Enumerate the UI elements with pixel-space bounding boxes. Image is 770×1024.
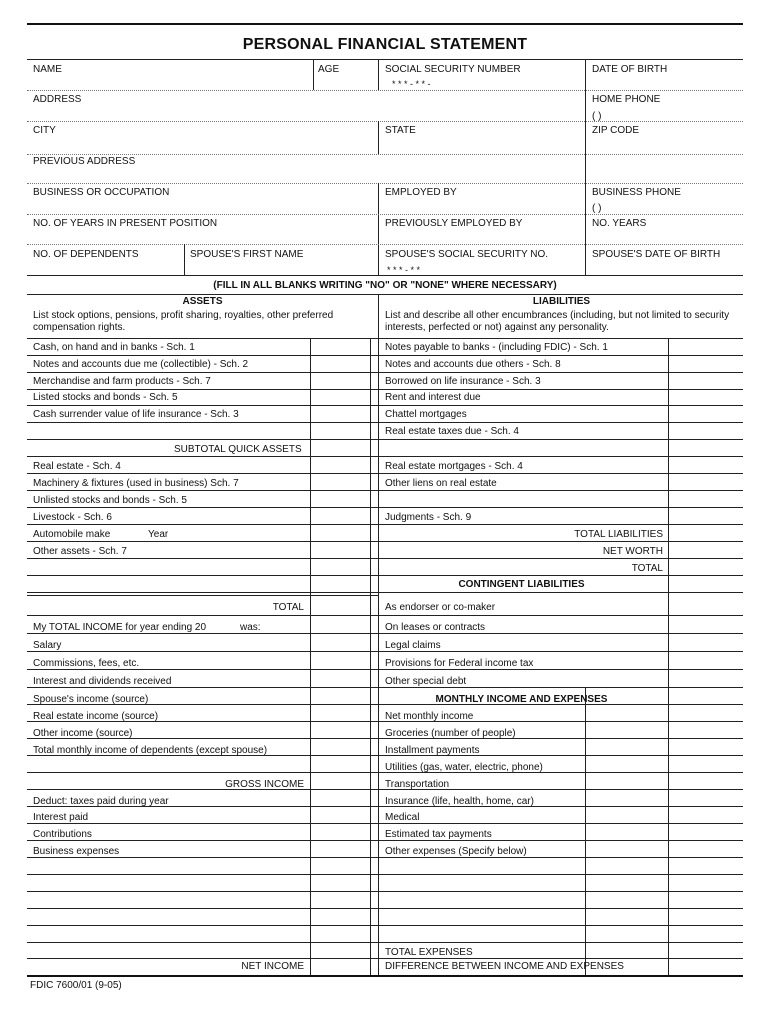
grid-row-line: [27, 405, 743, 406]
grid-row-line: [27, 891, 743, 892]
asset-row: Real estate - Sch. 4: [33, 461, 121, 472]
employed-by-field[interactable]: EMPLOYED BY: [385, 187, 457, 198]
asset-row: Machinery & fixtures (used in business) Sch. 7: [33, 478, 239, 489]
row-line: [27, 275, 743, 276]
row-line: [27, 294, 743, 295]
contingent-row: As endorser or co-maker: [385, 602, 496, 613]
monthly-row: Net monthly income: [385, 711, 474, 722]
grid-row-line: [27, 874, 743, 875]
monthly-amount-column: [668, 687, 669, 975]
liability-row: Real estate taxes due - Sch. 4: [385, 426, 519, 437]
grid-row-line: [27, 490, 743, 491]
income-row: Commissions, fees, etc.: [33, 658, 140, 669]
grid-row-line: [27, 541, 743, 542]
contingent-amount-column: [668, 592, 669, 687]
contingent-row: Legal claims: [385, 640, 441, 651]
name-field[interactable]: NAME: [33, 64, 62, 75]
deduction-row: Deduct: taxes paid during year: [33, 796, 169, 807]
age-field[interactable]: AGE: [318, 64, 340, 75]
asset-amount-column: [310, 338, 311, 620]
income-amount-column: [310, 615, 311, 975]
row-line: [27, 214, 743, 215]
monthly-row: Other expenses (Specify below): [385, 846, 527, 857]
grid-row-line: [27, 595, 378, 596]
year-label: Year: [148, 529, 169, 540]
income-row: Other income (source): [33, 728, 133, 739]
business-phone-field[interactable]: BUSINESS PHONE: [592, 187, 681, 198]
grid-row-line: [27, 389, 743, 390]
asset-row: Livestock - Sch. 6: [33, 512, 112, 523]
liability-row: Judgments - Sch. 9: [385, 512, 472, 523]
home-phone-paren: ( ): [592, 111, 602, 122]
liabilities-heading: LIABILITIES: [532, 296, 591, 307]
address-field[interactable]: ADDRESS: [33, 94, 82, 105]
grid-row-line: [27, 524, 743, 525]
grid-row-line: [27, 456, 743, 457]
asset-row: Cash surrender value of life insurance - Sch. 3: [33, 409, 239, 420]
spouse-dob-field[interactable]: SPOUSE'S DATE OF BIRTH: [592, 249, 721, 260]
liability-amount-column: [668, 338, 669, 592]
home-phone-field[interactable]: HOME PHONE: [592, 94, 661, 105]
liabilities-desc-1: List and describe all other encumbrances (including, but not limited to security: [385, 310, 730, 321]
grid-row-line: [27, 942, 743, 943]
monthly-row: Utilities (gas, water, electric, phone): [385, 762, 543, 773]
monthly-row: Groceries (number of people): [385, 728, 516, 739]
grid-row-line: [27, 439, 743, 440]
total-income-label: My TOTAL INCOME for year ending 20: [33, 622, 207, 633]
grid-row-line: [27, 422, 743, 423]
dependents-field[interactable]: NO. OF DEPENDENTS: [33, 249, 139, 260]
dob-field[interactable]: DATE OF BIRTH: [592, 64, 668, 75]
monthly-heading: MONTHLY INCOME AND EXPENSES: [435, 694, 608, 705]
net-worth: NET WORTH: [602, 546, 663, 557]
asset-row: Unlisted stocks and bonds - Sch. 5: [33, 495, 187, 506]
liability-row: Chattel mortgages: [385, 409, 467, 420]
previous-address-field[interactable]: PREVIOUS ADDRESS: [33, 156, 136, 167]
grid-row-line: [27, 925, 743, 926]
row-line: [27, 121, 743, 122]
monthly-row: Transportation: [385, 779, 450, 790]
monthly-row: Insurance (life, health, home, car): [385, 796, 534, 807]
header-rule: [27, 59, 743, 60]
subtotal-quick-assets: SUBTOTAL QUICK ASSETS: [174, 444, 302, 455]
zip-field[interactable]: ZIP CODE: [592, 125, 640, 136]
grid-row-line: [27, 615, 743, 616]
liability-row: Real estate mortgages - Sch. 4: [385, 461, 523, 472]
total-liabilities: TOTAL LIABILITIES: [574, 529, 663, 540]
liabilities-desc-2: interests, perfected or not) against any personality.: [385, 322, 609, 333]
income-row: Salary: [33, 640, 62, 651]
divider: [184, 244, 185, 275]
contingent-heading: CONTINGENT LIABILITIES: [458, 579, 585, 590]
ssn-field[interactable]: SOCIAL SECURITY NUMBER: [385, 64, 521, 75]
contingent-row: Other special debt: [385, 676, 467, 687]
spouse-ssn-field[interactable]: SPOUSE'S SOCIAL SECURITY NO.: [385, 249, 549, 260]
row-line: [27, 90, 743, 91]
liability-row: Notes payable to banks - (including FDIC) - Sch. 1: [385, 342, 608, 353]
monthly-row: Installment payments: [385, 745, 480, 756]
total-income-was: was:: [240, 622, 261, 633]
asset-row: Cash, on hand and in banks - Sch. 1: [33, 342, 195, 353]
income-row: Interest and dividends received: [33, 676, 172, 687]
asset-row: Notes and accounts due me (collectible) - Sch. 2: [33, 359, 249, 370]
asset-row: Listed stocks and bonds - Sch. 5: [33, 392, 178, 403]
deduction-row: Contributions: [33, 829, 92, 840]
grid-row-line: [27, 338, 743, 339]
asset-row: Merchandise and farm products - Sch. 7: [33, 376, 211, 387]
years-position-field[interactable]: NO. OF YEARS IN PRESENT POSITION: [33, 218, 218, 229]
grid-row-line: [27, 908, 743, 909]
asset-row: Other assets - Sch. 7: [33, 546, 127, 557]
divider: [585, 59, 586, 275]
no-years-field[interactable]: NO. YEARS: [592, 218, 647, 229]
grid-row-line: [27, 558, 743, 559]
spouse-first-field[interactable]: SPOUSE'S FIRST NAME: [190, 249, 304, 260]
assets-desc-1: List stock options, pensions, profit sharing, royalties, other preferred: [33, 310, 334, 321]
row-line: [27, 183, 743, 184]
income-row: Total monthly income of dependents (except spouse): [33, 745, 268, 756]
state-field[interactable]: STATE: [385, 125, 416, 136]
ssn-mask: * * * - * * -: [392, 79, 431, 89]
income-row: Real estate income (source): [33, 711, 159, 722]
liability-row: Borrowed on life insurance - Sch. 3: [385, 376, 541, 387]
monthly-amount-column: [585, 687, 586, 975]
assets-desc-2: compensation rights.: [33, 322, 126, 333]
bottom-rule: [27, 975, 743, 977]
gross-income: GROSS INCOME: [225, 779, 304, 790]
net-income: NET INCOME: [241, 961, 304, 972]
deduction-row: Business expenses: [33, 846, 120, 857]
monthly-row: Estimated tax payments: [385, 829, 492, 840]
grid-row-line: [27, 507, 743, 508]
row-line: [27, 154, 743, 155]
asset-amount-column: [370, 338, 371, 620]
form-number: FDIC 7600/01 (9-05): [30, 980, 122, 991]
assets-total: TOTAL: [272, 602, 304, 613]
row-line: [27, 244, 743, 245]
assets-heading: ASSETS: [182, 296, 223, 307]
grid-row-line: [27, 355, 743, 356]
grid-row-line: [27, 372, 743, 373]
total-expenses: TOTAL EXPENSES: [385, 947, 473, 958]
city-field[interactable]: CITY: [33, 125, 56, 136]
divider: [378, 183, 379, 275]
contingent-row: On leases or contracts: [385, 622, 486, 633]
deduction-row: Interest paid: [33, 812, 89, 823]
divider: [378, 59, 379, 90]
liability-row: Rent and interest due: [385, 392, 481, 403]
liability-row: Notes and accounts due others - Sch. 8: [385, 359, 561, 370]
top-rule: [27, 23, 743, 25]
income-amount-column: [370, 615, 371, 975]
business-phone-paren: ( ): [592, 203, 602, 214]
liabilities-total: TOTAL: [631, 563, 663, 574]
fill-instruction: (FILL IN ALL BLANKS WRITING "NO" OR "NONE" WHERE NECESSARY): [213, 280, 557, 291]
income-row: Spouse's income (source): [33, 694, 149, 705]
grid-row-line: [27, 575, 743, 576]
prev-employed-field[interactable]: PREVIOUSLY EMPLOYED BY: [385, 218, 523, 229]
grid-row-line: [27, 592, 743, 593]
divider: [378, 121, 379, 154]
grid-row-line: [27, 473, 743, 474]
form-title: PERSONAL FINANCIAL STATEMENT: [242, 36, 528, 53]
center-divider: [378, 294, 379, 975]
contingent-row: Provisions for Federal income tax: [385, 658, 534, 669]
difference-income-expenses: DIFFERENCE BETWEEN INCOME AND EXPENSES: [385, 961, 624, 972]
spouse-ssn-mask: * * * - * *: [387, 265, 421, 275]
monthly-row: Medical: [385, 812, 420, 823]
divider: [313, 59, 314, 90]
asset-row: Automobile make: [33, 529, 111, 540]
business-field[interactable]: BUSINESS OR OCCUPATION: [33, 187, 170, 198]
liability-row: Other liens on real estate: [385, 478, 497, 489]
